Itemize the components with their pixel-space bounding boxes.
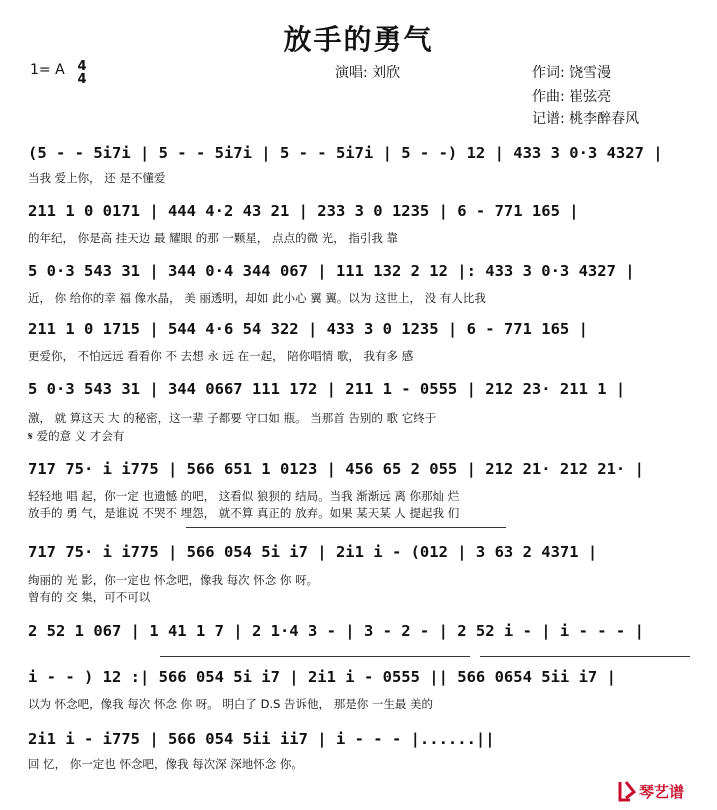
lyrics-row-6-line-1: 轻轻地 唱 起，你一定 也遗憾 的吧， 这看似 狼狈的 结局。当我 渐渐远 离 你那灿 烂 xyxy=(28,489,460,503)
lyrics-row-10-line-1: 回 忆， 你一定也 怀念吧，像我 每次深 深地怀念 你。 xyxy=(28,757,303,771)
lyrics-row-5-line-1: 激， 就 算这天 大 的秘密，这一辈 子都要 守口如 瓶。 当那首 告别的 歌 它终于 xyxy=(28,411,437,425)
lyrics-row-1-line-1: 当我 爱上你， 还 是不懂爱 xyxy=(28,171,166,185)
lyricist-credit: 作词: 饶雪漫 xyxy=(532,65,612,81)
lyrics-row-6-line-2: 放手的 勇 气，是谁说 不哭不 埋怨， 就不算 真正的 放弃。如果 某天某 人 提起我 们 xyxy=(28,506,460,520)
logo-text: 琴艺谱 xyxy=(639,783,685,801)
notation-row-8: 2 52 1 067 | 1 41 1 7 | 2 1·4 3 - | 3 - 2 - | 2 52 i - | i - - - | xyxy=(28,622,644,640)
notation-row-10: 2i1 i - i775 | 566 054 5ii ii7 | i - - - |......|| xyxy=(28,730,495,748)
volta-bracket-2 xyxy=(160,656,470,657)
song-title: 放手的勇气 xyxy=(283,23,434,56)
transcriber-credit: 记谱: 桃李醉春风 xyxy=(532,111,640,127)
lyrics-row-4-line-1: 更爱你， 不怕远远 看看你 不 去想 永 远 在一起， 陪你唱情 歌， 我有多 感 xyxy=(28,349,414,363)
notation-row-5: 5 0·3 543 31 | 344 0667 111 172 | 211 1 - 0555 | 212 23· 211 1 | xyxy=(28,380,626,398)
singer-credit: 演唱: 刘欣 xyxy=(335,65,401,81)
site-logo xyxy=(617,778,705,804)
lyrics-row-3-line-1: 近， 你 给你的幸 福 像水晶， 美 丽透明，却如 此小心 翼 翼。以为 这世上， 没 有人比我 xyxy=(28,291,486,305)
notation-row-3: 5 0·3 543 31 | 344 0·4 344 067 | 111 132 2 12 |: 433 3 0·3 4327 | xyxy=(28,262,635,280)
notation-row-2: 211 1 0 0171 | 444 4·2 43 21 | 233 3 0 1235 | 6 - 771 165 | xyxy=(28,202,579,220)
volta-bracket-3 xyxy=(480,656,690,657)
lyrics-row-5-line-2: 𝄋 爱的意 义 才会有 xyxy=(28,429,125,443)
volta-bracket-1 xyxy=(186,527,506,528)
notation-row-6: 717 75· i i775 | 566 651 1 0123 | 456 65 2 055 | 212 21· 212 21· | xyxy=(28,460,644,478)
time-signature xyxy=(76,60,88,86)
time-sig-top: 4 xyxy=(77,59,87,74)
time-sig-bottom: 4 xyxy=(77,72,87,87)
logo-mark-icon xyxy=(617,778,705,804)
notation-row-1: (5 - - 5i7i | 5 - - 5i7i | 5 - - 5i7i | 5 - -) 12 | 433 3 0·3 4327 | xyxy=(28,144,663,162)
lyrics-row-9-line-1: 以为 怀念吧，像我 每次 怀念 你 呀。 明白了 D.S 告诉他， 那是你 一生最 美的 xyxy=(28,697,434,711)
key-signature: 1= A xyxy=(30,62,65,78)
lyrics-row-7-line-1: 绚丽的 光 影，你一定也 怀念吧，像我 每次 怀念 你 呀。 xyxy=(28,573,319,587)
lyrics-row-2-line-1: 的年纪， 你是高 挂天边 最 耀眼 的那 一颗星， 点点的微 光， 指引我 靠 xyxy=(28,231,399,245)
composer-credit: 作曲: 崔弦亮 xyxy=(532,89,612,105)
notation-row-7: 717 75· i i775 | 566 054 5i i7 | 2i1 i - (012 | 3 63 2 4371 | xyxy=(28,543,598,561)
lyrics-row-7-line-2: 曾有的 交 集，可不可以 xyxy=(28,590,151,604)
notation-row-4: 211 1 0 1715 | 544 4·6 54 322 | 433 3 0 1235 | 6 - 771 165 | xyxy=(28,320,588,338)
notation-row-9: i - - ) 12 :| 566 054 5i i7 | 2i1 i - 0555 || 566 0654 5ii i7 | xyxy=(28,668,616,686)
